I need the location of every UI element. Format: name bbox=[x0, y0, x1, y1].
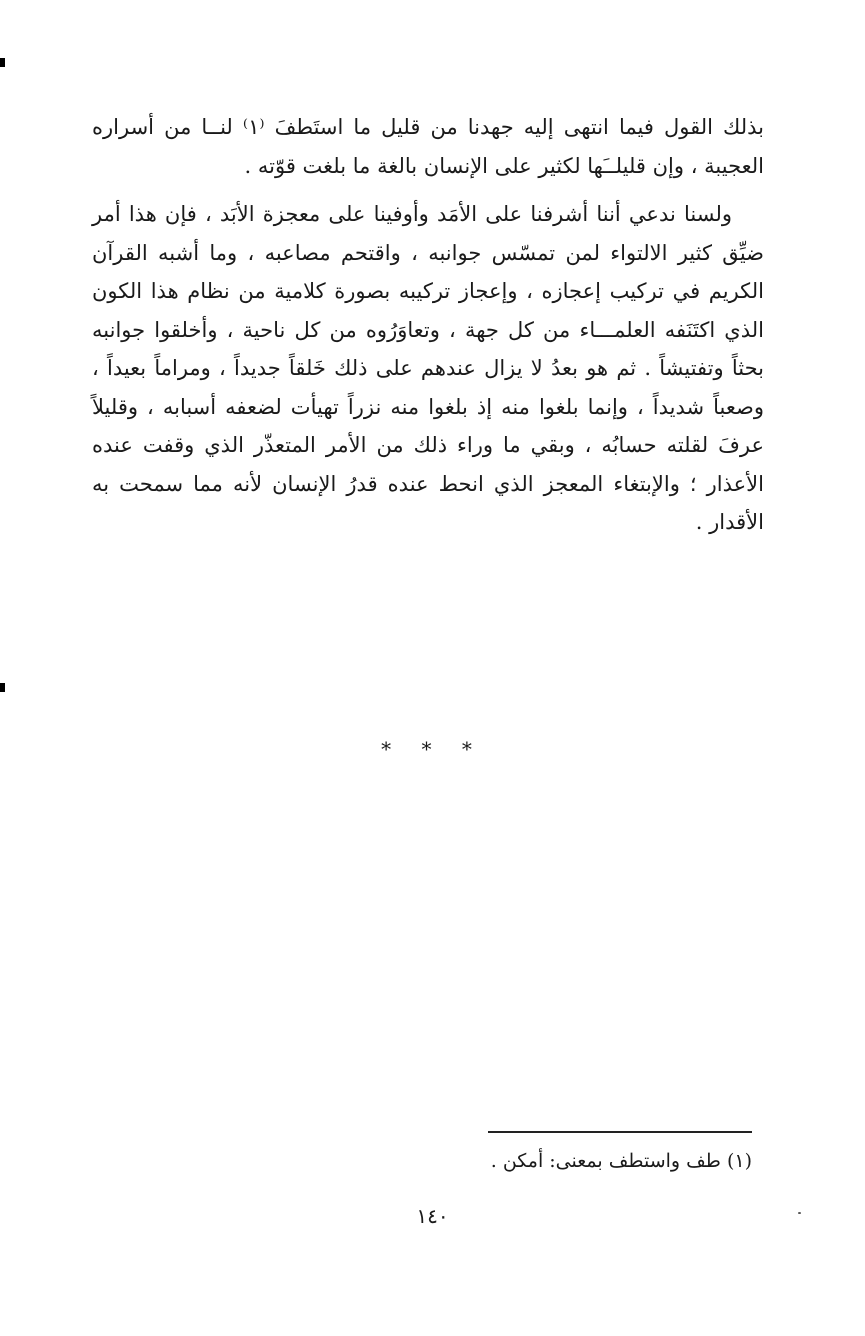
scan-edge-mark bbox=[0, 58, 5, 67]
body-text bbox=[92, 108, 764, 542]
paragraph: بذلك القول فيما انتهى إليه جهدنا من قليل ما استَطفَ ⁽١⁾ لنــا من أسراره العجيبة ، وإن قليلــَها لكثير على الإنسان بالغة ما بلغت قوّته . bbox=[92, 115, 764, 178]
footnote: (١) طف واستطف بمعنى: أمكن . bbox=[490, 1150, 752, 1172]
scan-edge-mark bbox=[0, 683, 5, 692]
page-number: ١٤٠ bbox=[416, 1204, 449, 1228]
paragraph: ولسنا ندعي أننا أشرفنا على الأمَد وأوفينا على معجزة الأبَد ، فإن هذا أمر ضيِّق كثير الالتواء لمن تمسّس جوانبه ، واقتحم مصاعبه ، وما أشبه القرآن الكريم في تركيب إعجازه ، وإعجاز تركيبه بصورة كلامية من نظام هذا الكون الذي اكتَنَفه العلمـــاء من كل جهة ، وتعاوَرُوه من كل ناحية ، وأخلقوا جوانبه بحثاً وتفتيشاً . ثم هو بعدُ لا يزال عندهم على ذلك خَلقاً جديداً ، ومراماً بعيداً ، وصعباً شديداً ، وإنما بلغوا منه إذ بلغوا منه نزراً تهيأت لضعفه أسبابه ، وقليلاً عرفَ لقلته حسابُه ، وبقي ما وراء ذلك من الأمر المتعذّر الذي وقفت عنده الأعذار ؛ والإبتغاء المعجز الذي انحط عنده قدرُ الإنسان لأنه مما سمحت به الأقدار . bbox=[92, 202, 764, 534]
section-separator: * * * bbox=[381, 737, 484, 761]
footnote-rule bbox=[488, 1131, 752, 1133]
